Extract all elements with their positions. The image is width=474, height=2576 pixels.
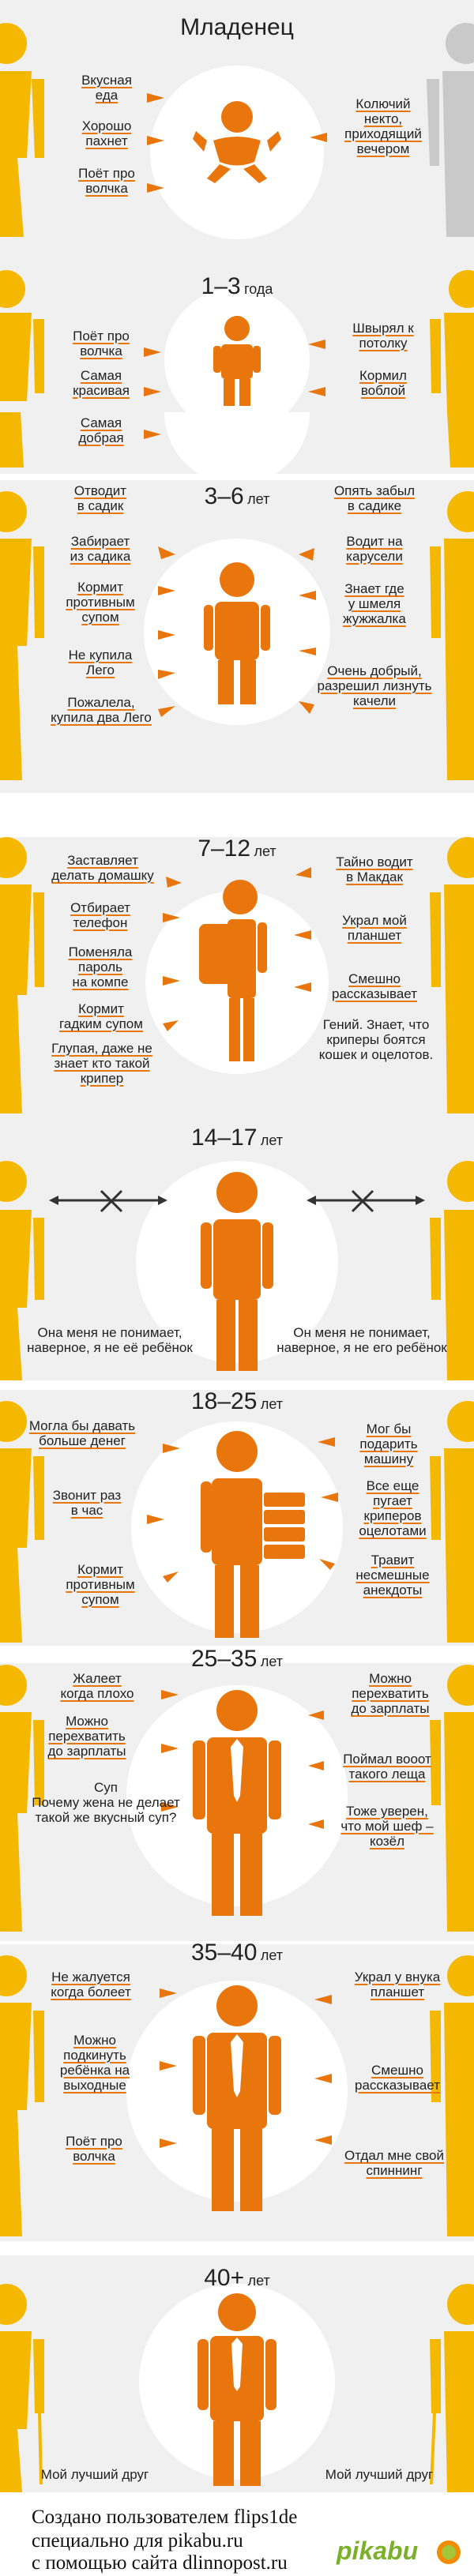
- label-right: Украл мой планшет: [342, 913, 407, 943]
- label-right: Колючий некто, приходящий вечером: [344, 96, 422, 156]
- father-figure: [430, 837, 474, 1113]
- label-left: Мой лучший друг: [40, 2467, 149, 2482]
- label-left: Хорошо пахнет: [81, 118, 132, 148]
- label-right: Все еще пугает криперов оцелотами: [359, 1478, 427, 1538]
- stage-title: 3–6 лет: [204, 483, 270, 509]
- cross-right: [316, 1191, 416, 1211]
- label-left: Вкусная еда: [81, 73, 132, 103]
- stage-35-40: [0, 1940, 474, 2241]
- father-figure: [430, 2284, 474, 2492]
- label-right: Мог бы подарить машину: [359, 1421, 418, 1466]
- label-left: Поёт про волчка: [73, 329, 130, 359]
- label-left: Не жалуется когда болеет: [51, 1970, 131, 2000]
- stage-3-6: [0, 480, 474, 793]
- footer-line-3: с помощью сайта dlinnopost.ru: [32, 2552, 288, 2574]
- label-left: Могла бы давать больше денег: [28, 1418, 136, 1448]
- stage-infant: [0, 0, 474, 267]
- label-left: Можно подкинуть ребёнка на выходные: [59, 2033, 130, 2093]
- label-right: Украл у внука планшет: [354, 1970, 441, 2000]
- cross-left: [58, 1191, 134, 1211]
- label-left: Кормит противным супом: [66, 580, 135, 625]
- stage-title: 14–17 лет: [190, 1125, 284, 1151]
- stage-7-12: [0, 837, 474, 1118]
- label-right: Очень добрый, разрешил лизнуть качели: [317, 663, 432, 708]
- stage-1-3-cont: [0, 412, 474, 474]
- label-right: Кормил воблой: [359, 368, 407, 398]
- label-left: Суп Почему жена не делает такой же вкусный суп?: [32, 1780, 180, 1825]
- label-left: Жалеет когда плохо: [60, 1671, 134, 1701]
- father-figure: [430, 491, 474, 780]
- label-left: Отбирает телефон: [70, 900, 130, 930]
- label-left: Не купила Лего: [68, 648, 133, 678]
- label-right: Можно перехватить до зарплаты: [351, 1671, 430, 1716]
- stage-40-plus: [0, 2255, 474, 2492]
- label-left: Можно перехватить до зарплаты: [47, 1714, 126, 1759]
- pikabu-logo-text: pikabu: [337, 2537, 419, 2565]
- mother-legs: [0, 412, 24, 468]
- label-left: Заставляет делать домашку: [51, 853, 154, 883]
- label-right: Швырял к потолку: [352, 321, 414, 351]
- label-left: Забирает из садика: [70, 534, 131, 564]
- stage-3-6-figures: [0, 480, 474, 793]
- label-right: Тайно водит в Макдак: [336, 854, 413, 884]
- label-left: Поёт про волчка: [78, 166, 135, 196]
- label-left: Глупая, даже не знает кто такой крипер: [51, 1041, 152, 1086]
- stage-title: 40+ лет: [204, 2265, 270, 2291]
- stage-title: Младенец: [180, 14, 294, 40]
- stage-18-25: [0, 1390, 474, 1646]
- label-left: Пожалела, купила два Лего: [51, 695, 152, 725]
- label-left: Кормит противным супом: [66, 1562, 135, 1607]
- label-left: Самая красивая: [73, 368, 130, 398]
- stage-25-35: [0, 1646, 474, 1941]
- label-right: Мой лучший друг: [325, 2467, 434, 2482]
- stage-1-3: [0, 267, 474, 412]
- label-left: Самая добрая: [78, 415, 124, 445]
- center-circle-bottom: [164, 412, 310, 485]
- stage-title: 1–3 года: [201, 273, 273, 299]
- label-right: Он меня не понимает, наверное, я не его ребёнок: [276, 1325, 447, 1355]
- label-left: Звонит раз в час: [52, 1488, 122, 1518]
- label-left: Кормит гадким супом: [59, 1001, 143, 1031]
- mother-figure: [0, 23, 44, 237]
- stage-14-17: [0, 1118, 474, 1380]
- label-left: Поменяла пароль на компе: [68, 944, 133, 989]
- pikabu-logo[interactable]: [337, 2537, 465, 2568]
- label-right: Гений. Знает, что криперы боятся кошек и оцелотов.: [318, 1017, 434, 1062]
- label-right: Водит на карусели: [346, 534, 403, 564]
- label-right: Смешно рассказывает: [332, 971, 417, 1001]
- stage-title: 35–40 лет: [190, 1940, 284, 1966]
- label-right: Знает где у шмеля жужжалка: [343, 581, 406, 626]
- label-left: Поёт про волчка: [66, 2134, 122, 2164]
- footer-line-2: специально для pikabu.ru: [32, 2530, 243, 2552]
- label-right: Травит несмешные анекдоты: [356, 1553, 430, 1598]
- label-right: Тоже уверен, что мой шеф – козёл: [340, 1804, 434, 1849]
- stage-title: 18–25 лет: [190, 1388, 284, 1414]
- label-right: Поймал вооот такого леща: [343, 1752, 431, 1782]
- stage-title: 25–35 лет: [190, 1646, 284, 1672]
- label-left: Отводит в садик: [73, 483, 127, 513]
- mother-figure: [0, 2284, 44, 2492]
- label-right: Опять забыл в садике: [333, 483, 416, 513]
- mother-figure: [0, 491, 44, 780]
- label-left: Она меня не понимает, наверное, я не её ребёнок: [27, 1325, 193, 1355]
- father-legs: [447, 412, 474, 468]
- footer-line-1: Создано пользователем flips1de: [32, 2507, 298, 2528]
- pikabu-logo-icon: [434, 2538, 463, 2567]
- label-right: Смешно рассказывает: [355, 2063, 440, 2093]
- stage-title: 7–12 лет: [198, 836, 276, 862]
- label-right: Отдал мне свой спиннинг: [344, 2148, 444, 2178]
